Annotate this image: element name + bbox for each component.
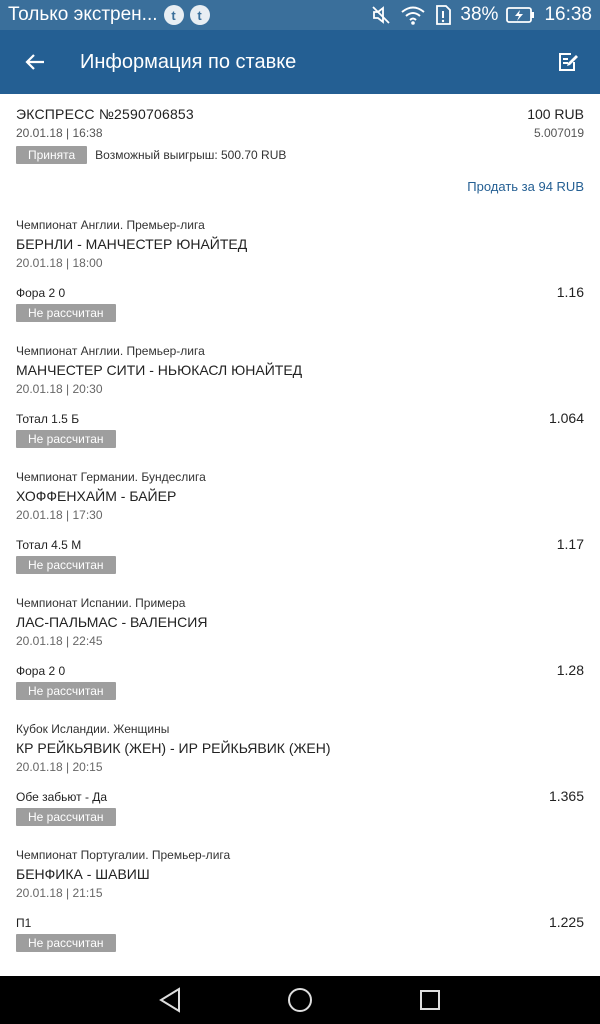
event-teams: МАНЧЕСТЕР СИТИ - НЬЮКАСЛ ЮНАЙТЕД <box>16 362 303 378</box>
event-date: 20.01.18 | 21:15 <box>16 886 103 900</box>
event-league: Чемпионат Англии. Премьер-лига <box>16 218 205 232</box>
event-status-badge: Не рассчитан <box>16 808 116 826</box>
event-odds: 1.16 <box>556 284 584 300</box>
status-time: 16:38 <box>544 4 592 25</box>
event-league: Чемпионат Англии. Премьер-лига <box>16 344 205 358</box>
page-title: Информация по ставке <box>80 50 297 73</box>
status-badge: Принята <box>16 146 87 164</box>
battery-percent: 38% <box>460 4 499 25</box>
edit-note-icon <box>557 51 579 73</box>
event-league: Чемпионат Испании. Примера <box>16 596 186 610</box>
total-odds: 5.007019 <box>533 126 584 140</box>
app-notification-icon: t <box>164 5 184 25</box>
list-item <box>0 722 600 826</box>
list-item <box>0 596 600 700</box>
list-item <box>0 470 600 574</box>
stake-amount: 100 RUB <box>527 106 584 122</box>
back-button[interactable] <box>0 30 70 94</box>
event-league: Чемпионат Португалии. Премьер-лига <box>16 848 231 862</box>
event-status-badge: Не рассчитан <box>16 682 116 700</box>
nav-recent-button[interactable] <box>410 980 450 1020</box>
event-odds: 1.225 <box>548 914 584 930</box>
status-left <box>8 4 370 26</box>
event-outcome: Обе забьют - Да <box>16 790 108 804</box>
list-item <box>0 344 600 448</box>
nav-home-button[interactable] <box>280 980 320 1020</box>
event-status-badge: Не рассчитан <box>16 556 116 574</box>
event-odds: 1.064 <box>548 410 584 426</box>
wifi-icon <box>400 4 426 26</box>
app-bar <box>0 30 600 94</box>
event-league: Чемпионат Германии. Бундеслига <box>16 470 206 484</box>
event-date: 20.01.18 | 18:00 <box>16 256 103 270</box>
event-outcome: Фора 2 0 <box>16 286 66 300</box>
system-nav-bar <box>0 976 600 1024</box>
event-outcome: Фора 2 0 <box>16 664 66 678</box>
sell-bet-button[interactable]: Продать за 94 RUB <box>467 179 584 194</box>
list-item <box>0 848 600 952</box>
event-status-badge: Не рассчитан <box>16 430 116 448</box>
event-status-badge: Не рассчитан <box>16 934 116 952</box>
event-outcome: Тотал 1.5 Б <box>16 412 80 426</box>
bet-summary <box>0 94 600 196</box>
list-item <box>0 218 600 322</box>
event-date: 20.01.18 | 22:45 <box>16 634 103 648</box>
event-teams: ХОФФЕНХАЙМ - БАЙЕР <box>16 488 177 504</box>
express-title: ЭКСПРЕСС №2590706853 <box>16 106 194 122</box>
event-status-badge: Не рассчитан <box>16 304 116 322</box>
status-bar <box>0 0 600 30</box>
bet-details <box>0 94 600 976</box>
status-right <box>370 4 592 26</box>
arrow-left-icon <box>25 53 45 71</box>
events-list <box>0 218 600 1008</box>
edit-button[interactable] <box>536 30 600 94</box>
triangle-back-icon <box>158 987 182 1013</box>
circle-home-icon <box>286 986 314 1014</box>
battery-charging-icon <box>506 6 536 24</box>
mute-icon <box>370 4 392 26</box>
square-recent-icon <box>418 988 442 1012</box>
event-teams: ЛАС-ПАЛЬМАС - ВАЛЕНСИЯ <box>16 614 208 630</box>
event-date: 20.01.18 | 20:30 <box>16 382 103 396</box>
event-date: 20.01.18 | 20:15 <box>16 760 103 774</box>
event-outcome: П1 <box>16 916 32 930</box>
nav-back-button[interactable] <box>150 980 190 1020</box>
event-odds: 1.365 <box>548 788 584 804</box>
event-league: Кубок Исландии. Женщины <box>16 722 170 736</box>
event-odds: 1.17 <box>556 536 584 552</box>
sim-alert-icon <box>434 4 452 26</box>
possible-win: Возможный выигрыш: 500.70 RUB <box>95 148 287 162</box>
event-teams: БЕНФИКА - ШАВИШ <box>16 866 150 882</box>
event-odds: 1.28 <box>556 662 584 678</box>
event-teams: КР РЕЙКЬЯВИК (ЖЕН) - ИР РЕЙКЬЯВИК (ЖЕН) <box>16 740 331 756</box>
event-date: 20.01.18 | 17:30 <box>16 508 103 522</box>
bet-datetime: 20.01.18 | 16:38 <box>16 126 103 140</box>
event-outcome: Тотал 4.5 М <box>16 538 82 552</box>
app-notification-icon-2: t <box>190 5 210 25</box>
event-teams: БЕРНЛИ - МАНЧЕСТЕР ЮНАЙТЕД <box>16 236 248 252</box>
notification-text: Только экстрен... <box>8 4 158 25</box>
